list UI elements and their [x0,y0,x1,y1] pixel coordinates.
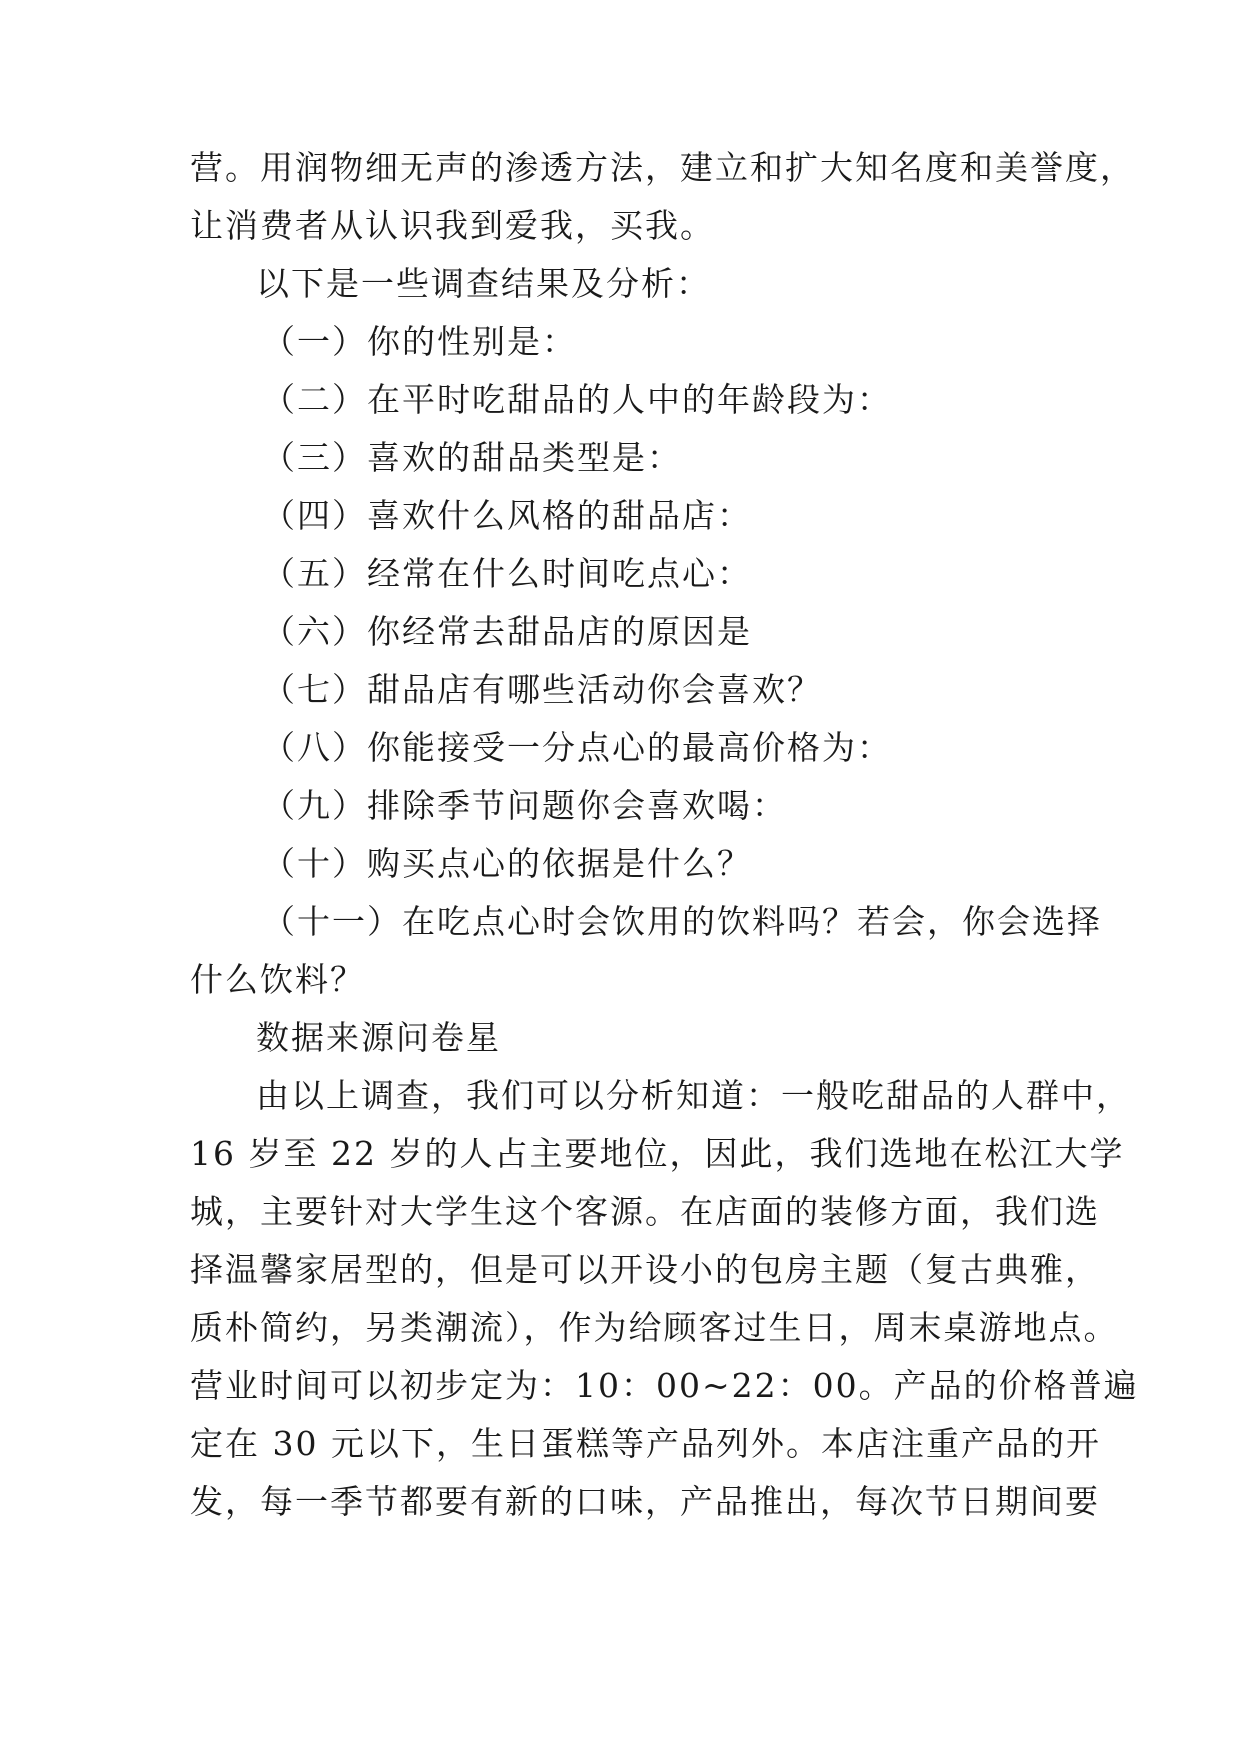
question-3: （三）喜欢的甜品类型是： [262,438,682,477]
analysis-line-6: 营业时间可以初步定为：10：00~22：00。产品的价格普遍 [190,1366,1139,1405]
question-6: （六）你经常去甜品店的原因是 [262,612,752,651]
analysis-line-2: 16 岁至 22 岁的人占主要地位，因此，我们选地在松江大学 [190,1134,1125,1173]
question-7: （七）甜品店有哪些活动你会喜欢？ [262,670,822,709]
intro-line-2: 让消费者从认识我到爱我，买我。 [190,206,715,245]
question-10: （十）购买点心的依据是什么？ [262,844,752,883]
analysis-line-8: 发，每一季节都要有新的口味，产品推出，每次节日期间要 [190,1482,1100,1521]
intro-line-1: 营。用润物细无声的渗透方法，建立和扩大知名度和美誉度， [190,148,1135,187]
question-5: （五）经常在什么时间吃点心： [262,554,752,593]
analysis-line-4: 择温馨家居型的，但是可以开设小的包房主题（复古典雅， [190,1250,1100,1289]
question-11-line-2: 什么饮料？ [190,960,365,999]
analysis-line-5: 质朴简约，另类潮流），作为给顾客过生日，周末桌游地点。 [190,1308,1119,1347]
question-4: （四）喜欢什么风格的甜品店： [262,496,752,535]
survey-heading: 以下是一些调查结果及分析： [256,264,711,303]
question-8: （八）你能接受一分点心的最高价格为： [262,728,892,767]
analysis-line-3: 城，主要针对大学生这个客源。在店面的装修方面，我们选 [190,1192,1100,1231]
analysis-line-1: 由以上调查，我们可以分析知道：一般吃甜品的人群中， [256,1076,1131,1115]
question-2: （二）在平时吃甜品的人中的年龄段为： [262,380,892,419]
data-source: 数据来源问卷星 [256,1018,501,1057]
analysis-line-7: 定在 30 元以下，生日蛋糕等产品列外。本店注重产品的开 [190,1424,1101,1463]
question-9: （九）排除季节问题你会喜欢喝： [262,786,787,825]
question-11-line-1: （十一）在吃点心时会饮用的饮料吗？若会，你会选择 [262,902,1102,941]
question-1: （一）你的性别是： [262,322,577,361]
